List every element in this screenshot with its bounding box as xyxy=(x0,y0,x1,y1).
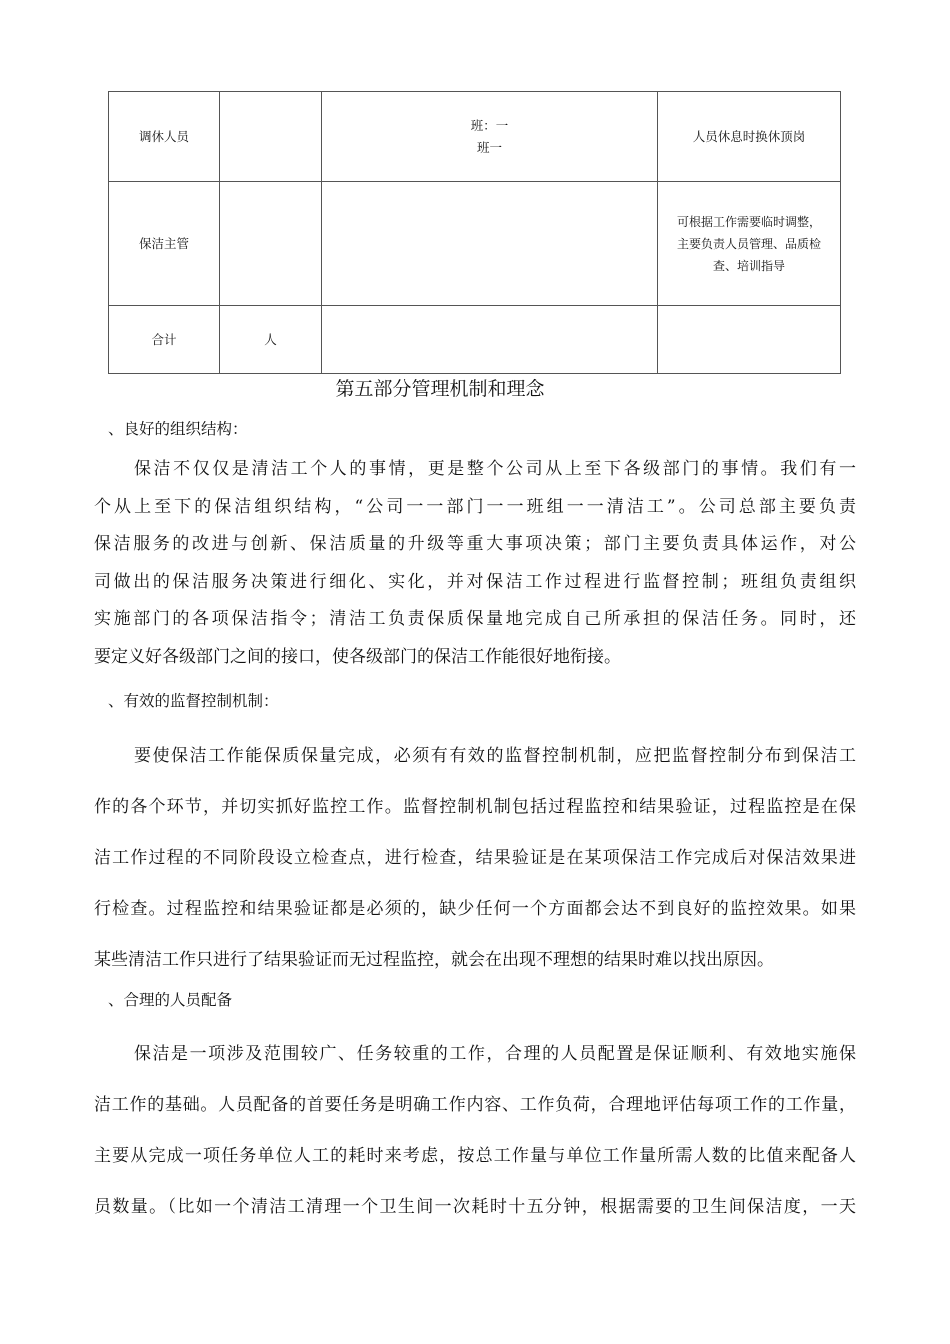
text-line: 个从上至下的保洁组织结构，“公司一一部门一一班组一一清洁工”。公司总部主要负责 xyxy=(94,496,856,517)
text-line: 司做出的保洁服务决策进行细化、实化，并对保洁工作过程进行监督控制；班组负责组织 xyxy=(94,571,856,592)
count-cell xyxy=(220,182,322,306)
text-line: 实施部门的各项保洁指令；清洁工负责保质保量地完成自己所承担的保洁任务。同时，还 xyxy=(94,609,856,630)
text-line: 行检查。过程监控和结果验证都是必须的，缺少任何一个方面都会达不到良好的监控效果。如果 xyxy=(94,899,856,919)
shift-cell xyxy=(322,182,658,306)
section-title-supervision: 、有效的监督控制机制： xyxy=(108,692,279,710)
note-line: 可根据工作需要临时调整， xyxy=(676,214,821,229)
table-row xyxy=(109,306,841,374)
section-title-organization: 、良好的组织结构： xyxy=(108,420,248,438)
note-line: 查、培训指导 xyxy=(712,258,785,273)
note-cell: 人员休息时换休顶岗 xyxy=(658,92,841,182)
text-line: 作的各个环节，并切实抓好监控工作。监督控制机制包括过程监控和结果验证，过程监控是在保 xyxy=(94,797,856,817)
section-heading: 第五部分管理机制和理念 xyxy=(335,378,545,400)
note-line: 主要负责人员管理、品质检 xyxy=(676,236,821,251)
section-title-staffing: 、合理的人员配备 xyxy=(108,991,233,1009)
paragraph-staffing xyxy=(94,1029,856,1233)
text-line: 保洁不仅仅是清洁工个人的事情，更是整个公司从上至下各级部门的事情。我们有一 xyxy=(133,459,856,479)
shift-cell xyxy=(322,92,658,182)
text-line: 保洁服务的改进与创新、保洁质量的升级等重大事项决策；部门主要负责具体运作，对公 xyxy=(94,534,856,555)
note-cell xyxy=(658,182,841,306)
note-cell xyxy=(658,306,841,374)
text-line: 保洁是一项涉及范围较广、任务较重的工作，合理的人员配置是保证顺利、有效地实施保 xyxy=(133,1044,856,1064)
count-cell xyxy=(220,92,322,182)
role-cell: 保洁主管 xyxy=(109,182,220,306)
shift-line: 班：一 xyxy=(470,117,509,133)
count-cell: 人 xyxy=(220,306,322,374)
text-line: 要定义好各级部门之间的接口，使各级部门的保洁工作能很好地衔接。 xyxy=(94,646,621,667)
shift-cell xyxy=(322,306,658,374)
role-cell: 合计 xyxy=(109,306,220,374)
text-line: 洁工作过程的不同阶段设立检查点，进行检查，结果验证是在某项保洁工作完成后对保洁效果进 xyxy=(94,848,856,868)
text-line: 员数量。（比如一个清洁工清理一个卫生间一次耗时十五分钟，根据需要的卫生间保洁度，一天 xyxy=(94,1197,856,1217)
paragraph-organization xyxy=(94,451,856,677)
text-line: 某些清洁工作只进行了结果验证而无过程监控，就会在出现不理想的结果时难以找出原因。 xyxy=(94,950,774,970)
table-row xyxy=(109,182,841,306)
text-line: 主要从完成一项任务单位人工的耗时来考虑，按总工作量与单位工作量所需人数的比值来配备人 xyxy=(94,1146,856,1166)
role-cell: 调休人员 xyxy=(109,92,220,182)
shift-line: 班一 xyxy=(476,139,502,155)
paragraph-supervision xyxy=(94,731,856,986)
table-row xyxy=(109,92,841,182)
text-line: 洁工作的基础。人员配备的首要任务是明确工作内容、工作负荷，合理地评估每项工作的工作量， xyxy=(94,1095,856,1115)
staffing-table xyxy=(108,91,841,374)
text-line: 要使保洁工作能保质保量完成，必须有有效的监督控制机制，应把监督控制分布到保洁工 xyxy=(133,746,856,766)
